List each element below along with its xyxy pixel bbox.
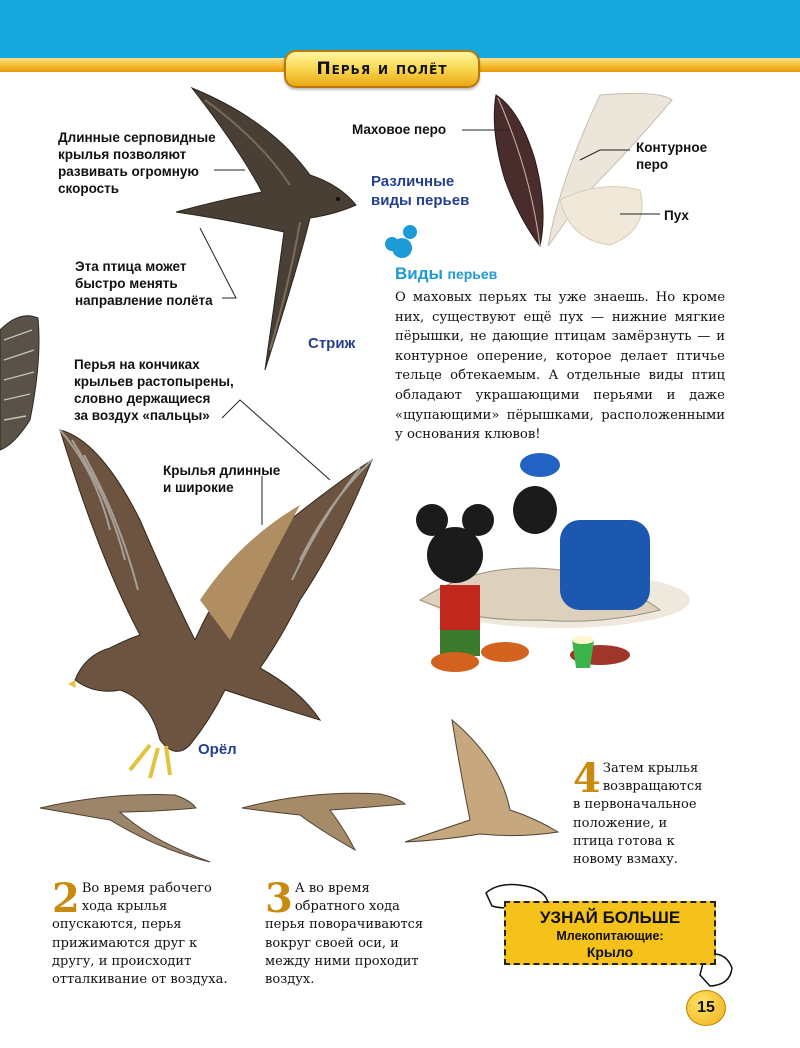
flight-sequence-bird-1: [40, 795, 210, 862]
swift-caption-wings: Длинные серповидные крылья позволяют развивать огромную скорость: [58, 130, 216, 196]
flight-feather-label: Маховое перо: [352, 122, 447, 137]
swift-caption-direction: Эта птица может быстро менять направление полёта: [75, 259, 213, 308]
contour-feather-label: Контурное перо: [636, 140, 708, 172]
section-body-text: О маховых перьях ты уже знаешь. Но кроме них, существуют ещё пух — нижние мягкие пёрышки, не дающие птицам замёрзнуть — и контурное оперение, которое делает птичье тельце обтекаемым. А отдельные виды птиц обладают украшающими перьями и даже «щупающими» пёрышками, расположенными у основания клювов!: [395, 290, 725, 443]
section-title: Виды перьев: [395, 264, 498, 283]
step-4: [573, 755, 707, 869]
swift-label: Стриж: [308, 335, 356, 352]
step-2-number: 2: [52, 875, 80, 922]
step-4-text: Затем крылья возвращаются в первоначальное положение, и птица готова к новому взмаху.: [573, 761, 703, 868]
eagle-label: Орёл: [198, 741, 237, 758]
learn-more-heading: УЗНАЙ БОЛЬШЕ: [539, 908, 681, 927]
step-2: [52, 875, 228, 989]
page-number: 15: [686, 990, 726, 1026]
flight-sequence-bird-2: [242, 793, 405, 850]
step-3-number: 3: [265, 875, 293, 922]
step-4-number: 4: [573, 755, 601, 802]
flight-sequence-bird-3: [405, 720, 558, 842]
learn-more-subtitle: Млекопитающие:: [556, 929, 664, 943]
mouse-ears-icon: [385, 225, 417, 258]
step-3-text: А во время обратного хода перья поворачиваются вокруг своей оси, и между ними проходит воздух.: [265, 881, 424, 988]
eagle-caption-wings: Крылья длинные и широкие: [163, 463, 281, 495]
step-2-text: Во время рабочего хода крылья опускаются, перья прижимаются друг к другу, и происходит отталкивание от воздуха.: [52, 881, 228, 988]
cartoon-characters-illustration: [416, 453, 690, 672]
learn-more-box[interactable]: [504, 901, 716, 965]
step-3: [265, 875, 437, 989]
page-title: Перья и полёт: [284, 50, 480, 88]
down-feather-label: Пух: [664, 208, 689, 223]
feather-types-heading: Различные виды перьев: [371, 173, 470, 209]
partial-bird-illustration: [0, 316, 39, 450]
learn-more-link[interactable]: Крыло: [586, 944, 634, 960]
eagle-caption-fingers: Перья на кончиках крыльев растопырены, словно держащиеся за воздух «пальцы»: [74, 357, 234, 423]
